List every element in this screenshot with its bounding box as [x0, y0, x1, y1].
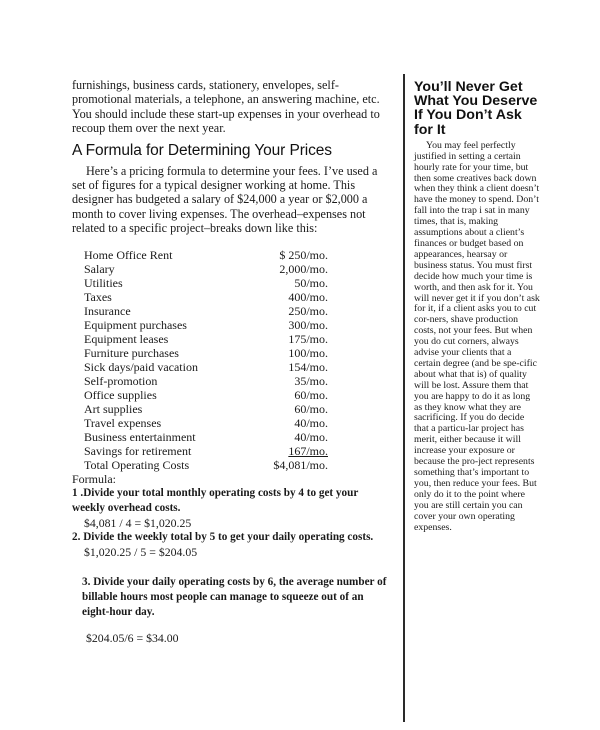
sidebar-heading: You’ll Never Get What You Deserve If You Don’t Ask for It	[414, 79, 538, 138]
expense-amount: 35/mo.	[294, 373, 328, 388]
formula-step-2: 2. Divide the weekly total by 5 to get your daily operating costs.	[72, 530, 374, 543]
expense-row	[84, 444, 328, 458]
total-row	[84, 458, 328, 472]
sidebar-column	[414, 80, 540, 533]
expense-row	[84, 318, 328, 332]
expense-item: Travel expenses	[84, 415, 162, 430]
expense-item: Business entertainment	[84, 429, 196, 444]
expense-item: Equipment leases	[84, 331, 169, 346]
expense-row	[84, 388, 328, 402]
expense-amount: 154/mo.	[288, 359, 328, 374]
expense-amount: 175/mo.	[288, 331, 328, 346]
total-amount: $4,081/mo.	[273, 457, 328, 472]
expense-row	[84, 248, 328, 262]
expense-item: Self-promotion	[84, 373, 158, 388]
intro-paragraph: furnishings, business cards, stationery, envelopes, self-promotional materials, a telephone, an answering machine, etc. You should include these start-up expenses in your overhead to recoup them over the next year.	[72, 78, 380, 136]
expense-item: Salary	[84, 261, 115, 276]
body-paragraph: Here’s a pricing formula to determine your fees. I’ve used a set of figures for a typical designer working at home. This designer has budgeted a salary of $24,000 a year or $2,000 a month to cover living expenses. The overhead–expenses not related to a specific project–breaks down like this:	[72, 163, 378, 236]
formula-label: Formula:	[72, 471, 116, 486]
expense-amount: 100/mo.	[288, 345, 328, 360]
expense-row	[84, 262, 328, 276]
expense-item: Utilities	[84, 275, 123, 290]
formula-step-2-calc: $1,020.25 / 5 = $204.05	[84, 544, 198, 559]
section-heading: A Formula for Determining Your Prices	[72, 141, 332, 159]
expense-amount: 40/mo.	[294, 415, 328, 430]
expense-row	[84, 332, 328, 346]
total-label: Total Operating Costs	[84, 457, 190, 472]
expense-row	[84, 374, 328, 388]
expense-row	[84, 346, 328, 360]
expense-item: Art supplies	[84, 401, 143, 416]
expense-table	[84, 248, 328, 472]
expense-amount: 60/mo.	[294, 387, 328, 402]
expense-amount: 2,000/mo.	[279, 261, 328, 276]
formula-step-3-calc: $204.05/6 = $34.00	[86, 630, 179, 645]
expense-item: Office supplies	[84, 387, 157, 402]
expense-amount: $ 250/mo.	[279, 247, 328, 262]
expense-item: Savings for retirement	[84, 443, 192, 458]
expense-amount: 60/mo.	[294, 401, 328, 416]
formula-step-3: 3. Divide your daily operating costs by 6, the average number of billable hours most people can manage to squeeze out of an eight-hour day.	[82, 575, 387, 618]
expense-item: Home Office Rent	[84, 247, 173, 262]
expense-item: Insurance	[84, 303, 131, 318]
expense-row	[84, 402, 328, 416]
expense-row	[84, 290, 328, 304]
formula-step-1: 1 .Divide your total monthly operating costs by 4 to get your weekly overhead costs.	[72, 486, 359, 514]
expense-amount: 167/mo.	[288, 443, 328, 458]
formula-step-1-calc: $4,081 / 4 = $1,020.25	[84, 515, 192, 530]
expense-row	[84, 430, 328, 444]
expense-amount: 400/mo.	[288, 289, 328, 304]
expense-row	[84, 304, 328, 318]
expense-amount: 250/mo.	[288, 303, 328, 318]
expense-item: Equipment purchases	[84, 317, 187, 332]
column-divider	[403, 74, 405, 722]
expense-amount-cell	[249, 444, 328, 458]
sidebar-text: You may feel perfectly justified in setting a certain hourly rate for your time, but then some creatives back down when they think a client doesn’t have the money to spend. Don’t fall into the trap i sat in many times, that is, making assumptions about a client’s finances or budget based on appearances, hearsay or business status. You must first decide how much your time is worth, and then ask for it. You will never get it if you don’t ask for it, if a client asks you to cut cor-ners, shave production costs, not your fees. But when you do cut corners, always advise your clients that a certain degree (and be spe-cific about what that is) of quality will be lost. Assure them that you are happy to do it as long as they know what they are sacrificing. If you do decide that a particu-lar project has merit, either because it will increase your exposure or because the pro-ject represents something that’s important to you, then reduce your fees. But only do it to the point where you are still certain you can cover your own operating expenses.	[414, 139, 540, 533]
expense-row	[84, 416, 328, 430]
expense-amount: 40/mo.	[294, 429, 328, 444]
expense-item: Furniture purchases	[84, 345, 179, 360]
expense-item: Sick days/paid vacation	[84, 359, 198, 374]
expense-amount: 50/mo.	[294, 275, 328, 290]
main-column	[72, 78, 390, 645]
expense-amount: 300/mo.	[288, 317, 328, 332]
expense-item: Taxes	[84, 289, 112, 304]
expense-row	[84, 360, 328, 374]
expense-row	[84, 276, 328, 290]
